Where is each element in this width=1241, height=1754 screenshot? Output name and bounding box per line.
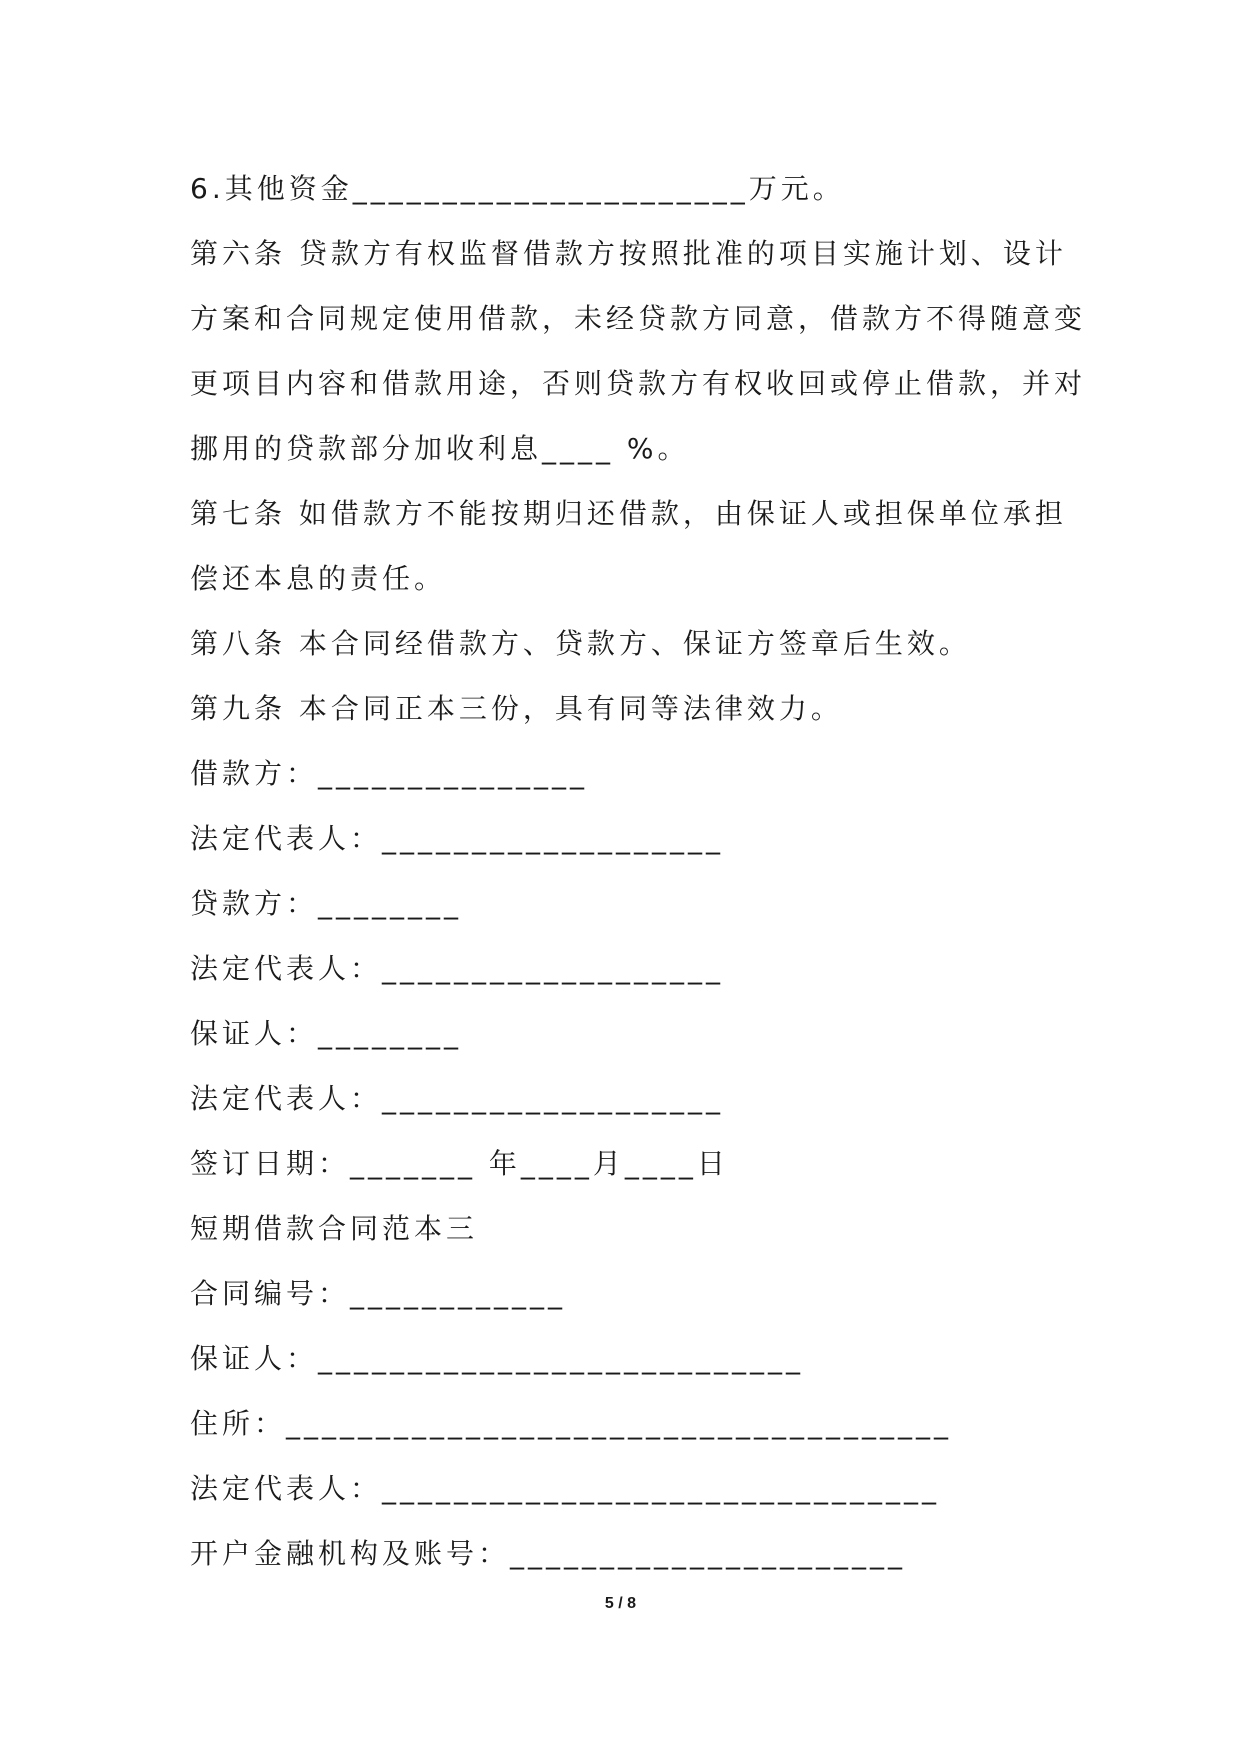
line-borrower: 借款方：_______________ [190,757,589,790]
document-body [190,156,1087,1586]
line-article-7-a: 第七条 如借款方不能按期归还借款，由保证人或担保单位承担 [190,497,1067,530]
line-article-7-b: 偿还本息的责任。 [190,562,447,595]
line-article-6-d: 挪用的贷款部分加收利息____ %。 [190,432,690,465]
line-article-6-a: 第六条 贷款方有权监督借款方按照批准的项目实施计划、设计 [190,237,1067,270]
line-contract-number: 合同编号：____________ [190,1277,567,1310]
line-guarantor-legal-rep: 法定代表人：___________________ [190,1082,725,1115]
line-borrower-legal-rep: 法定代表人：___________________ [190,822,725,855]
line-address: 住所：_____________________________________ [190,1407,953,1440]
line-guarantor: 保证人：________ [190,1017,463,1050]
page-number: 5 / 8 [604,1595,637,1612]
line-signing-date: 签订日期：_______ 年____月____日 [190,1147,729,1180]
line-article-6-c: 更项目内容和借款用途，否则贷款方有权收回或停止借款，并对 [190,367,1087,400]
line-guarantor-2: 保证人：___________________________ [190,1342,805,1375]
line-other-funds: 6.其他资金______________________万元。 [190,172,845,205]
line-legal-rep-2: 法定代表人：_______________________________ [190,1472,941,1505]
line-article-8: 第八条 本合同经借款方、贷款方、保证方签章后生效。 [190,627,971,660]
line-lender: 贷款方：________ [190,887,463,920]
line-article-9: 第九条 本合同正本三份，具有同等法律效力。 [190,692,843,725]
line-article-6-b: 方案和合同规定使用借款，未经贷款方同意，借款方不得随意变 [190,302,1087,335]
line-section-title: 短期借款合同范本三 [190,1212,479,1245]
line-bank-account: 开户金融机构及账号：______________________ [190,1537,907,1570]
line-lender-legal-rep: 法定代表人：___________________ [190,952,725,985]
